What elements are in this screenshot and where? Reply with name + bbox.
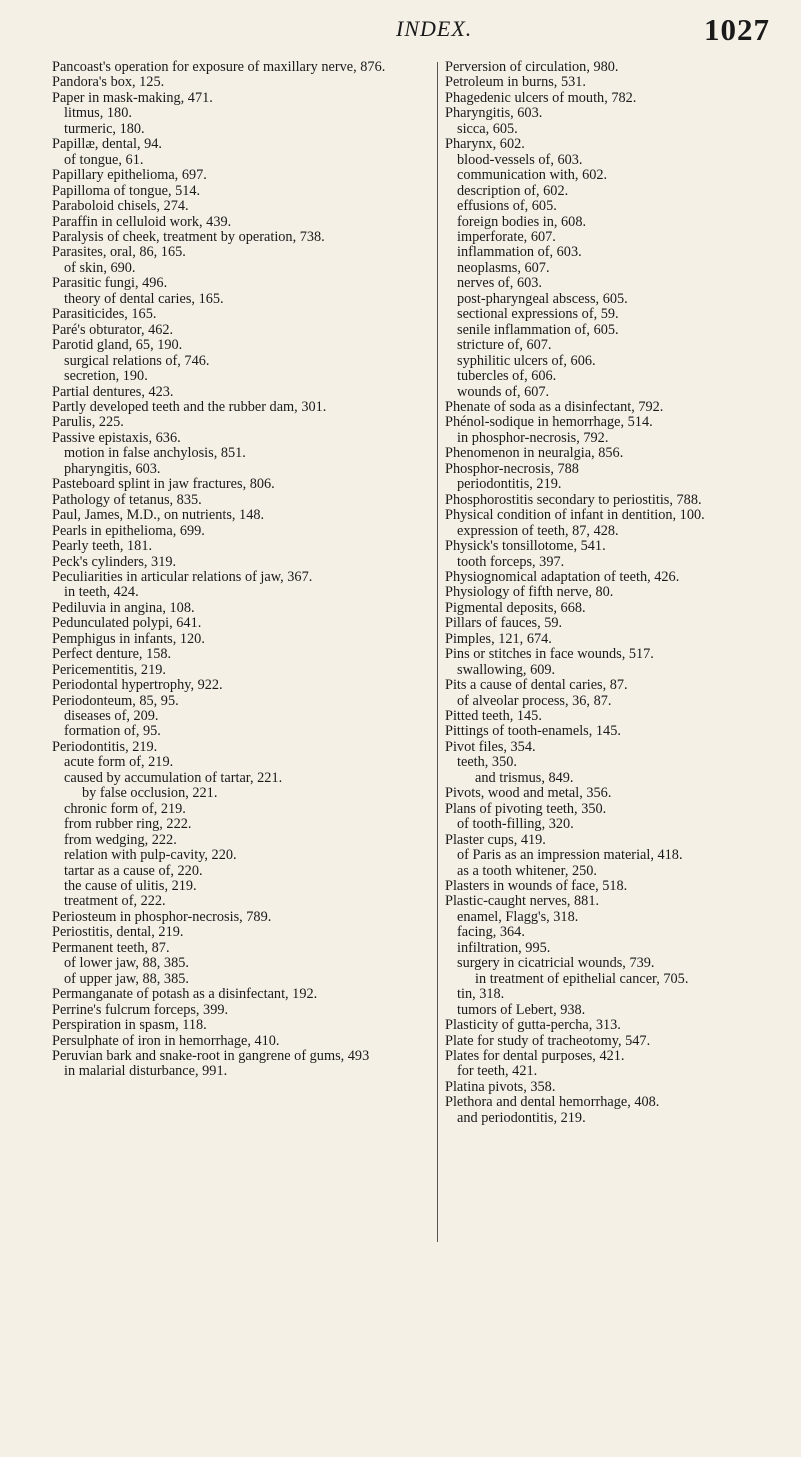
index-subentry: tooth forceps, 397. xyxy=(457,553,565,570)
index-subentry: tartar as a cause of, 220. xyxy=(64,862,203,879)
index-entry: Peculiarities in articular relations of jaw, 367. xyxy=(52,568,313,585)
index-entry: Perfect denture, 158. xyxy=(52,646,172,663)
index-entry: Permanganate of potash as a disinfectant, 192. xyxy=(52,986,318,1003)
index-entry: Pasteboard splint in jaw fractures, 806. xyxy=(52,476,275,493)
column-divider xyxy=(437,62,438,1242)
index-entry: Pitted teeth, 145. xyxy=(445,708,542,725)
index-subentry: secretion, 190. xyxy=(64,368,148,385)
index-entry: Perversion of circulation, 980. xyxy=(445,59,619,75)
index-entry: Periodontal hypertrophy, 922. xyxy=(52,677,223,694)
index-entry: Physiognomical adaptation of teeth, 426. xyxy=(445,568,680,585)
index-subentry: caused by accumulation of tartar, 221. xyxy=(64,769,283,786)
index-entry: Paper in mask-making, 471. xyxy=(52,89,213,106)
index-subentry: surgical relations of, 746. xyxy=(64,352,210,369)
index-subentry: from wedging, 222. xyxy=(64,831,177,848)
index-subentry: infiltration, 995. xyxy=(457,939,551,956)
index-subentry: by false occlusion, 221. xyxy=(82,785,218,802)
index-entry: Platina pivots, 358. xyxy=(445,1078,556,1095)
index-entry: Physiology of fifth nerve, 80. xyxy=(445,584,614,601)
index-entry: Phenate of soda as a disinfectant, 792. xyxy=(445,398,664,415)
index-subentry: neoplasms, 607. xyxy=(457,259,550,276)
index-subentry: of tongue, 61. xyxy=(64,151,144,168)
index-entry: Phosphorostitis secondary to periostitis, 788. xyxy=(445,491,702,508)
index-entry: Passive epistaxis, 636. xyxy=(52,429,181,446)
index-subentry: post-pharyngeal abscess, 605. xyxy=(457,290,628,307)
index-entry: Phagedenic ulcers of mouth, 782. xyxy=(445,89,637,106)
index-subentry: wounds of, 607. xyxy=(457,383,550,400)
index-subentry: facing, 364. xyxy=(457,924,525,941)
index-subentry: relation with pulp-cavity, 220. xyxy=(64,847,237,864)
page-header xyxy=(0,12,801,52)
index-entry: Pearly teeth, 181. xyxy=(52,538,153,555)
index-entry: Pillars of fauces, 59. xyxy=(445,615,563,632)
index-subentry: formation of, 95. xyxy=(64,723,161,740)
index-subentry: imperforate, 607. xyxy=(457,228,556,245)
index-entry: Periosteum in phosphor-necrosis, 789. xyxy=(52,908,272,925)
index-entry: Pancoast's operation for exposure of maxillary nerve, 876. xyxy=(52,59,386,75)
index-entry: Pivot files, 354. xyxy=(445,738,536,755)
index-subentry: tin, 318. xyxy=(457,986,505,1003)
index-subentry: chronic form of, 219. xyxy=(64,800,186,817)
index-entry: Plaster cups, 419. xyxy=(445,831,546,848)
index-subentry: stricture of, 607. xyxy=(457,337,552,354)
index-entry: Peck's cylinders, 319. xyxy=(52,553,177,570)
index-subentry: from rubber ring, 222. xyxy=(64,816,192,833)
index-column-right xyxy=(445,60,795,1126)
index-subentry: theory of dental caries, 165. xyxy=(64,290,224,307)
index-entry: Perrine's fulcrum forceps, 399. xyxy=(52,1001,229,1018)
index-subentry: the cause of ulitis, 219. xyxy=(64,878,197,895)
index-entry: Plate for study of tracheotomy, 547. xyxy=(445,1032,651,1049)
index-subentry: of upper jaw, 88, 385. xyxy=(64,970,189,987)
index-subentry: senile inflammation of, 605. xyxy=(457,321,619,338)
index-subentry: expression of teeth, 87, 428. xyxy=(457,522,619,539)
index-subentry: swallowing, 609. xyxy=(457,661,556,678)
index-subentry: and trismus, 849. xyxy=(475,769,574,786)
index-entry: Pemphigus in infants, 120. xyxy=(52,630,205,647)
index-entry: Pittings of tooth-enamels, 145. xyxy=(445,723,621,740)
index-entry: Pharyngitis, 603. xyxy=(445,105,543,122)
index-entry: Pericementitis, 219. xyxy=(52,661,166,678)
index-subentry: of skin, 690. xyxy=(64,259,136,276)
index-subentry: surgery in cicatricial wounds, 739. xyxy=(457,955,655,972)
index-entry: Plans of pivoting teeth, 350. xyxy=(445,800,607,817)
index-entry: Phénol-sodique in hemorrhage, 514. xyxy=(445,414,653,431)
page-number: 1027 xyxy=(704,12,770,47)
index-subentry: teeth, 350. xyxy=(457,754,517,771)
index-subentry: inflammation of, 603. xyxy=(457,244,582,261)
index-entry: Papilloma of tongue, 514. xyxy=(52,182,201,199)
index-subentry: description of, 602. xyxy=(457,182,569,199)
index-entry: Papillary epithelioma, 697. xyxy=(52,167,207,184)
index-subentry: of Paris as an impression material, 418. xyxy=(457,847,683,864)
index-entry: Pivots, wood and metal, 356. xyxy=(445,785,612,802)
index-entry: Pandora's box, 125. xyxy=(52,74,165,91)
index-entry: Pimples, 121, 674. xyxy=(445,630,552,647)
index-entry: Periostitis, dental, 219. xyxy=(52,924,184,941)
index-subentry: turmeric, 180. xyxy=(64,120,145,137)
index-subentry: sectional expressions of, 59. xyxy=(457,306,619,323)
index-subentry: blood-vessels of, 603. xyxy=(457,151,583,168)
index-subentry: for teeth, 421. xyxy=(457,1063,538,1080)
index-entry: Plates for dental purposes, 421. xyxy=(445,1048,625,1064)
index-subentry: in treatment of epithelial cancer, 705. xyxy=(475,970,689,987)
index-entry: Permanent teeth, 87. xyxy=(52,939,170,956)
index-subentry: and periodontitis, 219. xyxy=(457,1109,586,1126)
index-entry: Petroleum in burns, 531. xyxy=(445,74,586,91)
index-entry: Periodontitis, 219. xyxy=(52,738,158,755)
index-subentry: tubercles of, 606. xyxy=(457,368,557,385)
index-subentry: of tooth-filling, 320. xyxy=(457,816,574,833)
index-entry: Paraffin in celluloid work, 439. xyxy=(52,213,232,230)
index-entry: Perspiration in spasm, 118. xyxy=(52,1017,207,1034)
index-subentry: pharyngitis, 603. xyxy=(64,460,161,477)
index-column-left xyxy=(52,60,432,1080)
index-subentry: as a tooth whitener, 250. xyxy=(457,862,597,879)
index-entry: Peruvian bark and snake-root in gangrene of gums, 493 xyxy=(52,1048,370,1064)
index-subentry: acute form of, 219. xyxy=(64,754,174,771)
index-entry: Physical condition of infant in dentition, 100. xyxy=(445,507,705,524)
index-subentry: sicca, 605. xyxy=(457,120,518,137)
index-subentry: litmus, 180. xyxy=(64,105,132,122)
index-entry: Persulphate of iron in hemorrhage, 410. xyxy=(52,1032,280,1049)
index-subentry: nerves of, 603. xyxy=(457,275,542,292)
index-entry: Physick's tonsillotome, 541. xyxy=(445,538,606,555)
index-entry: Partial dentures, 423. xyxy=(52,383,174,400)
index-subentry: in teeth, 424. xyxy=(64,584,139,601)
index-subentry: treatment of, 222. xyxy=(64,893,166,910)
index-entry: Paraboloid chisels, 274. xyxy=(52,198,189,215)
index-entry: Pigmental deposits, 668. xyxy=(445,599,586,616)
index-entry: Phosphor-necrosis, 788 xyxy=(445,460,579,477)
index-entry: Paralysis of cheek, treatment by operation, 738. xyxy=(52,228,325,245)
index-entry: Plethora and dental hemorrhage, 408. xyxy=(445,1094,660,1111)
index-entry: Parasitic fungi, 496. xyxy=(52,275,168,292)
index-entry: Pathology of tetanus, 835. xyxy=(52,491,202,508)
index-entry: Partly developed teeth and the rubber dam, 301. xyxy=(52,398,327,415)
index-entry: Pins or stitches in face wounds, 517. xyxy=(445,646,654,663)
index-subentry: in phosphor-necrosis, 792. xyxy=(457,429,609,446)
index-subentry: syphilitic ulcers of, 606. xyxy=(457,352,596,369)
index-subentry: communication with, 602. xyxy=(457,167,608,184)
index-subentry: effusions of, 605. xyxy=(457,198,557,215)
index-entry: Pearls in epithelioma, 699. xyxy=(52,522,205,539)
index-subentry: foreign bodies in, 608. xyxy=(457,213,587,230)
index-subentry: diseases of, 209. xyxy=(64,708,159,725)
index-entry: Plastic-caught nerves, 881. xyxy=(445,893,600,910)
index-entry: Periodonteum, 85, 95. xyxy=(52,692,179,709)
index-entry: Papillæ, dental, 94. xyxy=(52,136,162,153)
index-entry: Parasiticides, 165. xyxy=(52,306,157,323)
index-entry: Pharynx, 602. xyxy=(445,136,525,153)
index-subentry: in malarial disturbance, 991. xyxy=(64,1063,228,1080)
index-entry: Parotid gland, 65, 190. xyxy=(52,337,183,354)
index-entry: Paul, James, M.D., on nutrients, 148. xyxy=(52,507,265,524)
index-subentry: tumors of Lebert, 938. xyxy=(457,1001,586,1018)
running-title: INDEX. xyxy=(396,16,473,41)
index-entry: Parasites, oral, 86, 165. xyxy=(52,244,186,261)
index-entry: Plasters in wounds of face, 518. xyxy=(445,878,628,895)
index-entry: Pedunculated polypi, 641. xyxy=(52,615,202,632)
index-subentry: motion in false anchylosis, 851. xyxy=(64,445,246,462)
index-entry: Pediluvia in angina, 108. xyxy=(52,599,195,616)
index-entry: Pits a cause of dental caries, 87. xyxy=(445,677,628,694)
index-entry: Parulis, 225. xyxy=(52,414,124,431)
index-entry: Paré's obturator, 462. xyxy=(52,321,174,338)
index-subentry: enamel, Flagg's, 318. xyxy=(457,908,579,925)
index-subentry: periodontitis, 219. xyxy=(457,476,562,493)
index-entry: Plasticity of gutta-percha, 313. xyxy=(445,1017,621,1034)
index-subentry: of alveolar process, 36, 87. xyxy=(457,692,612,709)
index-subentry: of lower jaw, 88, 385. xyxy=(64,955,189,972)
index-entry: Phenomenon in neuralgia, 856. xyxy=(445,445,624,462)
